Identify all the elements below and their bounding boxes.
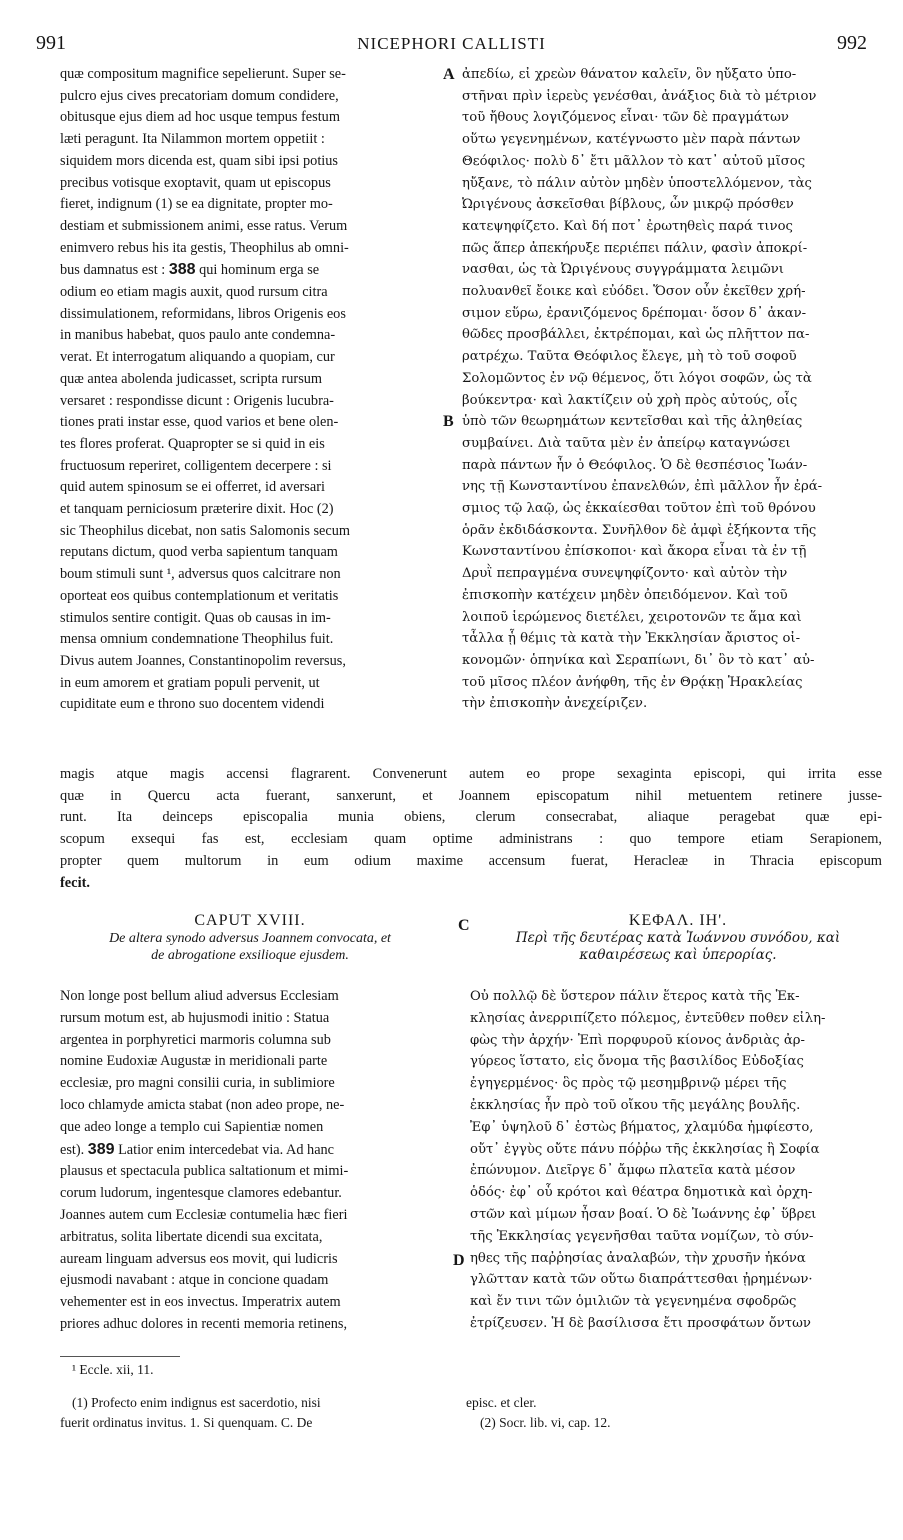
greek-text-line: σιμον εὕρω, ἐρανιζόμενος δρέπομαι· ὅσον δ᾽ ἀκαν- [462, 305, 807, 321]
greek-text-line: Ὠριγένους ἀσκεῖσθαι βίβλους, ὧν μικρῷ πρόσθεν [462, 197, 794, 213]
chapter-subtitle-latin-1: De altera synodo adversus Joannem convocata, et [109, 931, 391, 946]
greek-text-line: ὁρᾶν ἐκδιδάσκοντα. Συνῆλθον δὲ ἀμφὶ ἑξήκοντα τῆς [462, 522, 817, 538]
latin-text-line: mensa omnium condemnatione Theophilus fuit. [60, 631, 334, 648]
margin-page-number: 388 [168, 261, 196, 279]
greek-text-line: βούκεντρα· καὶ λακτίζειν οὐ χρὴ πρὸς αὐτούς, οἷς [462, 392, 798, 408]
latin-text-line: precibus votisque exoptavit, quam ut episcopus [60, 174, 331, 191]
latin-text-line: boum stimuli sunt ¹, adversus quos calcitrare non [60, 566, 341, 583]
latin-text-line: quæ compositum magnifice sepelierunt. Super se- [60, 66, 346, 82]
latin-text-line: arbitratus, solita libertate dicendi sua excitata, [60, 1228, 323, 1245]
greek-text-line: τῆς Ἐκκλησίας γεγενῆσθαι ταῦτα νομίζων, τὸ σύν- [470, 1228, 814, 1244]
greek-text-line: θῶδες προσβάλλει, ἐκτρέπομαι, καὶ ὡς πλῆττον πα- [462, 327, 810, 343]
greek-text-line: ηθες τῆς παῤῥησίας ἀναλαβών, τὴν χρυσῆν ἠκόνα [470, 1250, 806, 1266]
latin-text-line: in eum amorem et gratiam populi pervenit, ut [60, 674, 320, 691]
greek-text-line: ἐπώνυμον. Διεῖργε δ᾽ ἄμφω πλατεῖα κατὰ μέσον [470, 1163, 796, 1179]
latin-text-line: vehementer est in eos invectus. Imperatrix autem [60, 1294, 341, 1311]
chapter-subtitle-greek-2: καθαιρέσεως καὶ ὑπερορίας. [579, 947, 777, 963]
greek-text-line: οὕτω γεγενημένων, κατέγνωστο μὲν παρὰ πάντων [462, 132, 801, 148]
text-segment: bus damnatus est : [60, 262, 169, 279]
margin-marker-a: A [443, 66, 455, 83]
latin-text-line: argentea in porphyretici marmoris columna sub [60, 1031, 331, 1048]
running-title: NICEPHORI CALLISTI [357, 34, 546, 53]
latin-text-line: in manibus habebat, quos paulo ante condemna- [60, 327, 336, 344]
greek-text-line: Θεόφιλος· πολὺ δ᾽ ἔτι μᾶλλον τὸ κατ᾽ αὐτοῦ μῖσος [462, 153, 806, 169]
latin-text-line: fieret, indignum (1) se ea dignitate, propter mo- [60, 196, 333, 213]
latin-text-line: Joannes autem cum Ecclesiæ contumelia hæc fieri [60, 1206, 348, 1223]
latin-text-line: destiam et submissionem animi, esse ratus. Verum [60, 217, 348, 234]
greek-text-line: ἀπεδίω, εἰ χρεὼν θάνατον καλεῖν, ὃν ηὔξατο ὑπο- [462, 67, 797, 82]
chapter-heading-latin [50, 912, 450, 964]
latin-text-line: tes flores proferat. Quapropter se si quid in eis [60, 435, 325, 452]
chapter-title-greek: ΚΕΦΑΛ. ΙΗ'. [628, 912, 728, 929]
greek-text-line: ἐτρίζευσεν. Ἡ δὲ βασίλισσα ἔτι προσφάτων ὄντων [470, 1315, 811, 1331]
greek-text-line: γλῶτταν κατὰ τῶν οὕτω διαπράττεσθαι ᾐρημένων· [470, 1272, 813, 1288]
greek-text-line: στῆναι πρὶν ἱερεὺς γενέσθαι, ἀνάξιος διὰ τὸ μέτριον [462, 88, 817, 104]
page-header [30, 32, 873, 60]
latin-text-line [60, 1139, 445, 1162]
latin-text-line [60, 259, 440, 282]
latin-text-line: scopum exsequi fas est, ecclesiam quam optime administrans : quo tempore etiam Serapionem, [60, 831, 882, 848]
greek-text-line: Ἐφ᾽ ὑψηλοῦ δ᾽ ἑστὼς βήματος, χλαμύδα ἠμφίεστο, [470, 1119, 814, 1135]
chapter-subtitle-latin-2: de abrogatione exsilioque ejusdem. [151, 948, 349, 963]
greek-text-line: ρατρέχω. Ταῦτα Θεόφιλος ἔλεγε, μὴ τὸ τοῦ σοφοῦ [462, 349, 797, 365]
greek-text-line: Οὐ πολλῷ δὲ ὕστερον πάλιν ἕτερος κατὰ τῆς Ἐκ- [470, 989, 800, 1004]
greek-text-line: παρὰ πάντων ἦν ὁ Θεόφιλος. Ὁ δὲ θεσπέσιος Ἰωάν- [462, 457, 808, 473]
margin-page-number: 389 [87, 1140, 115, 1158]
latin-text-line: dissimulationem, reformidans, libros Origenis eos [60, 305, 346, 322]
margin-marker-b: B [443, 413, 454, 430]
footnote-2: (2) Socr. lib. vi, cap. 12. [480, 1415, 611, 1430]
footnote-1-continued: episc. et cler. [466, 1395, 537, 1410]
latin-text-line: oporteat eos quibus contemplationum et veritatis [60, 587, 339, 604]
greek-text-line: κλησίας ἀνερριπίζετο πόλεμος, ἐντεῦθεν ποθεν εἰλη- [470, 1010, 826, 1026]
latin-text-line: quæ in Quercu acta fuerant, sanxerunt, et Joannem episcopatum nihil metuentem retinere jusse- [60, 787, 882, 804]
greek-text-line: Κωνσταντίνου ἐπίσκοποι· καὶ ἄκορα εἶναι τὰ ἐν τῇ [462, 544, 807, 560]
greek-text-line: καὶ ἔν τινι τῶν ὁμιλιῶν τὰ γεγενημένα σφοδρῶς [470, 1294, 797, 1310]
latin-text-line: tiones prati instar esse, quod varios et bene olen- [60, 414, 339, 431]
text-segment: Latior enim intercedebat via. Ad hanc [114, 1141, 335, 1158]
greek-text-line: ὑπὸ τῶν θεωρημάτων κεντεῖσθαι καὶ τῆς ἀληθείας [462, 414, 803, 430]
latin-column-top [60, 64, 440, 724]
latin-text-line: corum ludorum, ingentesque clamores edebantur. [60, 1185, 342, 1202]
latin-text-line: fecit. [60, 874, 90, 891]
greek-text-line: νασθαι, ὡς τὰ Ὠριγένους συγγράμματα λειμῶνι [462, 262, 784, 278]
latin-text-line: odium eo etiam magis auxit, quod rursum citra [60, 284, 328, 301]
text-segment: est). [60, 1141, 88, 1158]
greek-column-top [462, 64, 880, 724]
greek-text-line: ἐκκλησίας ἦν πρὸ τοῦ οἴκου τῆς μεγάλης βουλῆς. [470, 1097, 801, 1113]
latin-text-line: nomine Eudoxiæ Augustæ in meridionali parte [60, 1053, 328, 1070]
latin-text-line: propter quem multorum in eum odium maxime accensum fuerat, Heracleæ in Thracia episcopum [60, 852, 882, 869]
latin-column-bottom [60, 986, 445, 1346]
greek-column-bottom [470, 986, 882, 1346]
greek-text-line: τὴν ἐπισκοπὴν ἀνεχείριζεν. [462, 696, 648, 712]
greek-text-line: ἐπισκοπὴν κατέχειν μηδὲν ὀπειδόμενον. Καὶ τοῦ [462, 587, 788, 603]
latin-text-line: et tanquam perniciosum præterire dixit. Hoc (2) [60, 501, 334, 518]
latin-text-line: Divus autem Joannes, Constantinopolim reversus, [60, 652, 346, 669]
greek-text-line: πῶς ἅπερ ἀπεκήρυξε περιέπει πάλιν, φασὶν ἀποκρί- [462, 240, 808, 256]
latin-text-line: runt. Ita deinceps episcopalia munia obiens, clerum consecrabat, aliaque peragebat quæ epi- [60, 809, 882, 826]
latin-text-line: quæ antea abolenda judicasset, scripta rursum [60, 370, 323, 387]
footnote-scripture: ¹ Eccle. xii, 11. [72, 1362, 154, 1377]
latin-text-line: enimvero rebus his ita gestis, Theophilus ab omni- [60, 239, 349, 256]
latin-text-line: rursum motum est, ab hujusmodi initio : Statua [60, 1009, 330, 1026]
margin-marker-c: C [458, 917, 470, 934]
latin-text-line: plausus et spectacula publica saltationum et mimi- [60, 1163, 349, 1180]
greek-text-line: τοῦ μῖσος πλέον ἀνήφθη, τῆς ἐν Θρᾴκῃ Ἡρακλείας [462, 674, 803, 690]
footnote-1-line-1: (1) Profecto enim indignus est sacerdotio, nisi [72, 1395, 321, 1410]
latin-text-line: versaret : respondisse dicunt : Origenis lucubra- [60, 392, 334, 409]
greek-text-line: σμιος τῷ λαῷ, ὡς ἐκκαίεσθαι τοῦτον ἐπὶ τοῦ θρόνου [462, 501, 816, 517]
footnote-rule [60, 1356, 180, 1357]
latin-text-line: verat. Et interrogatum aliquando a quopiam, cur [60, 349, 335, 366]
latin-text-line: Non longe post bellum aliud adversus Ecclesiam [60, 988, 339, 1004]
latin-text-line: pulcro ejus cives precatoriam domum condidere, [60, 87, 339, 104]
greek-text-line: ὁδός· ἐφ᾽ οὗ κρότοι καὶ θέατρα δημοτικὰ καὶ ὀρχη- [470, 1185, 813, 1201]
page-number-left: 991 [36, 32, 66, 54]
greek-text-line: κονομῶν· ὁπηνίκα καὶ Σεραπίωνι, δι᾽ ὃν τὸ κατ᾽ αὐ- [462, 652, 815, 668]
greek-text-line: οὔτ᾽ ἐγγὺς οὔτε πάνυ πόῤῥω τῆς ἐκκλησίας ἣ Σοφία [470, 1141, 820, 1157]
footnote-1-line-2: fuerit ordinatus invitus. 1. Si quenquam. C. De [60, 1415, 313, 1430]
greek-text-line: κατεψηφίζετο. Καὶ δή ποτ᾽ ἐρωτηθεὶς παρά τινος [462, 218, 793, 234]
latin-text-line: læti peragunt. Ita Nilammon mortem oppetiit : [60, 131, 325, 148]
page-number-right: 992 [837, 32, 867, 54]
latin-full-width-paragraph [60, 764, 882, 904]
latin-text-line: cupiditate eum e throno suo docentem videndi [60, 696, 325, 713]
latin-text-line: que adeo longe a templo cui Sapientiæ nomen [60, 1118, 324, 1135]
latin-text-line: loco chlamyde amicta stabat (non adeo prope, ne- [60, 1096, 345, 1113]
chapter-subtitle-greek-1: Περὶ τῆς δευτέρας κατὰ Ἰωάννου συνόδου, καὶ [515, 930, 841, 946]
latin-text-line: priores adhuc dolores in recenti memoria retinens, [60, 1315, 348, 1332]
greek-text-line: φὼς τὴν ἀρχήν· Ἐπὶ πορφυροῦ κίονος ἀνδριὰς ἀρ- [470, 1032, 805, 1048]
latin-text-line: magis atque magis accensi flagrarent. Convenerunt autem eo prope sexaginta episcopi, qui irrita esse [60, 766, 882, 782]
latin-text-line: reputans dictum, quod verba sapientum tanquam [60, 544, 338, 561]
greek-text-line: ηὔξανε, τὸ πάλιν αὐτὸν μηδὲν ὑποστελλόμενον, τὰς [462, 175, 812, 191]
text-segment: qui hominum erga se [195, 262, 320, 279]
latin-text-line: ejusmodi navabant : atque in concione quadam [60, 1272, 329, 1289]
latin-text-line: obitusque ejus diem ad hoc usque tempus festum [60, 109, 340, 126]
greek-text-line: ἐγηγερμένος· ὃς πρὸς τῷ μεσημβρινῷ μέρει τῆς [470, 1076, 787, 1092]
greek-text-line: Δρυῒ πεπραγμένα συνεψηφίζοντο· καὶ αὐτὸν τὴν [462, 566, 788, 582]
latin-text-line: auream linguam adversus eos movit, qui ludicris [60, 1250, 338, 1267]
greek-text-line: γύρεος ἵστατο, εἰς ὄνομα τῆς βασιλίδος Εὐδοξίας [470, 1054, 804, 1070]
chapter-title-latin: CAPUT XVIII. [194, 912, 306, 929]
latin-text-line: ecclesiæ, pro magni consilii curia, in sublimiore [60, 1075, 335, 1092]
latin-text-line: stimulos sentire contigit. Quas ob causas in im- [60, 609, 331, 626]
greek-text-line: συμβαίνει. Διὰ ταῦτα μὲν ἐν ἀπείρῳ καταγνώσει [462, 435, 791, 451]
latin-text-line: siquidem mors dicenda est, quam sibi ipsi potius [60, 152, 338, 169]
greek-text-line: νης τῇ Κωνσταντίνου ἐπανελθών, ἐπὶ μᾶλλον ἦν ἐρά- [462, 479, 823, 495]
greek-text-line: πολυανθεῖ ἔοικε καὶ εὐόδει. Ὅσον οὖν ἐκεῖθεν χρή- [462, 284, 806, 300]
latin-text-line: fructuosum reperiret, colligentem decerpere : si [60, 457, 332, 474]
greek-text-line: λοιποῦ ἱερώμενος διετέλει, χειροτονῶν τε ἅμα καὶ [462, 609, 802, 625]
margin-marker-d: D [453, 1252, 465, 1269]
latin-text-line: quid autem spinosum se ei offerret, id aversari [60, 479, 325, 496]
greek-text-line: στῶν καὶ μίμων ἦσαν βοαί. Ὁ δὲ Ἰωάννης ἐφ᾽ ὕβρει [470, 1206, 817, 1222]
latin-text-line: sic Theophilus dicebat, non satis Salomonis secum [60, 522, 351, 539]
greek-text-line: Σολομῶντος ἐν νῷ θέμενος, ὅτι λόγοι σοφῶν, ὡς τὰ [462, 370, 812, 386]
chapter-heading-greek [468, 912, 888, 964]
greek-text-line: τοῦ ἤθους λογιζόμενος εἶναι· τῶν δὲ πραγμάτων [462, 110, 789, 126]
greek-text-line: τἆλλα ᾗ θέμις τὰ κατὰ τὴν Ἐκκλησίαν ἄριστος οἰ- [462, 631, 801, 647]
